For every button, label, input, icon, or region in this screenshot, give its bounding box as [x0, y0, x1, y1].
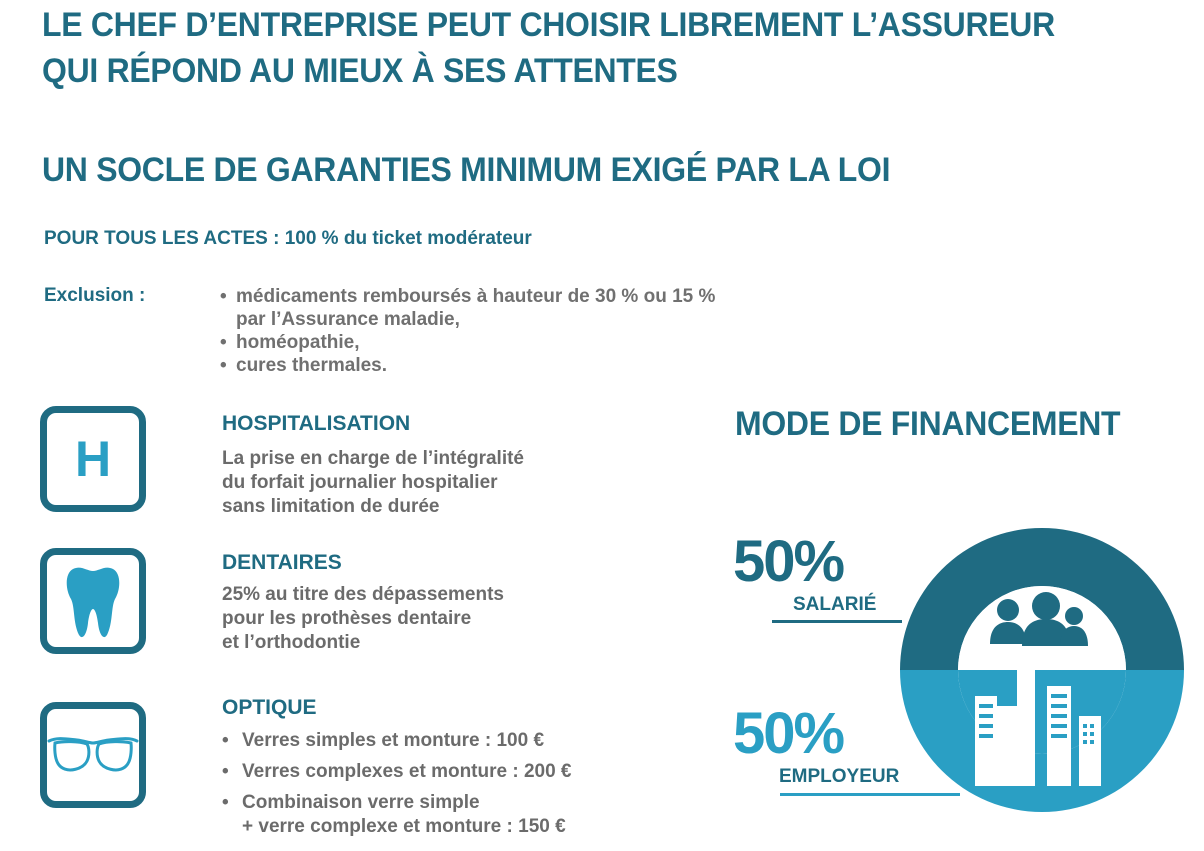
optique-item: • Combinaison verre simple + verre complexe et monture : 150 € [222, 791, 572, 839]
optique-item: • Verres complexes et monture : 200 € [222, 760, 572, 784]
hospitalisation-title: HOSPITALISATION [222, 412, 411, 435]
exclusion-item: • cures thermales. [220, 354, 715, 377]
exclusion-label: Exclusion : [44, 285, 146, 306]
exclusion-item: • homéopathie, [220, 331, 715, 354]
dentaires-text: 25% au titre des dépassements pour les prothèses dentaire et l’orthodontie [222, 584, 504, 653]
exclusion-list [220, 285, 715, 377]
label-employeur: EMPLOYEUR [779, 766, 900, 787]
all-acts-label: POUR TOUS LES ACTES : 100 % du ticket modérateur [44, 228, 532, 249]
pct-salarie: 50% [733, 529, 844, 594]
salarie-leader-line [772, 620, 902, 623]
optique-list [222, 729, 572, 846]
tooth-icon-box [40, 548, 146, 654]
main-title-line2: QUI RÉPOND AU MIEUX À SES ATTENTES [42, 52, 678, 90]
hospital-icon-box [40, 406, 146, 512]
dentaires-title: DENTAIRES [222, 551, 342, 574]
exclusion-item: • médicaments remboursés à hauteur de 30 % ou 15 % par l’Assurance maladie, [220, 285, 715, 331]
financement-title: MODE DE FINANCEMENT [735, 405, 1121, 443]
pct-employeur: 50% [733, 701, 844, 766]
hospitalisation-text: La prise en charge de l’intégralité du forfait journalier hospitalier sans limitation de durée [222, 448, 524, 517]
tooth-icon [63, 563, 123, 639]
main-title [42, 2, 1055, 94]
hospital-h-icon: H [74, 431, 112, 487]
optique-item: • Verres simples et monture : 100 € [222, 729, 572, 753]
glasses-icon-box [40, 702, 146, 808]
socle-title: UN SOCLE DE GARANTIES MINIMUM EXIGÉ PAR LA LOI [42, 151, 891, 189]
glasses-icon [47, 735, 139, 775]
main-title-line1: LE CHEF D’ENTREPRISE PEUT CHOISIR LIBREMENT L’ASSUREUR [42, 6, 1055, 44]
optique-title: OPTIQUE [222, 696, 317, 719]
financement-donut [880, 518, 1204, 851]
employeur-leader-line [780, 793, 960, 796]
label-salarie: SALARIÉ [793, 594, 877, 615]
